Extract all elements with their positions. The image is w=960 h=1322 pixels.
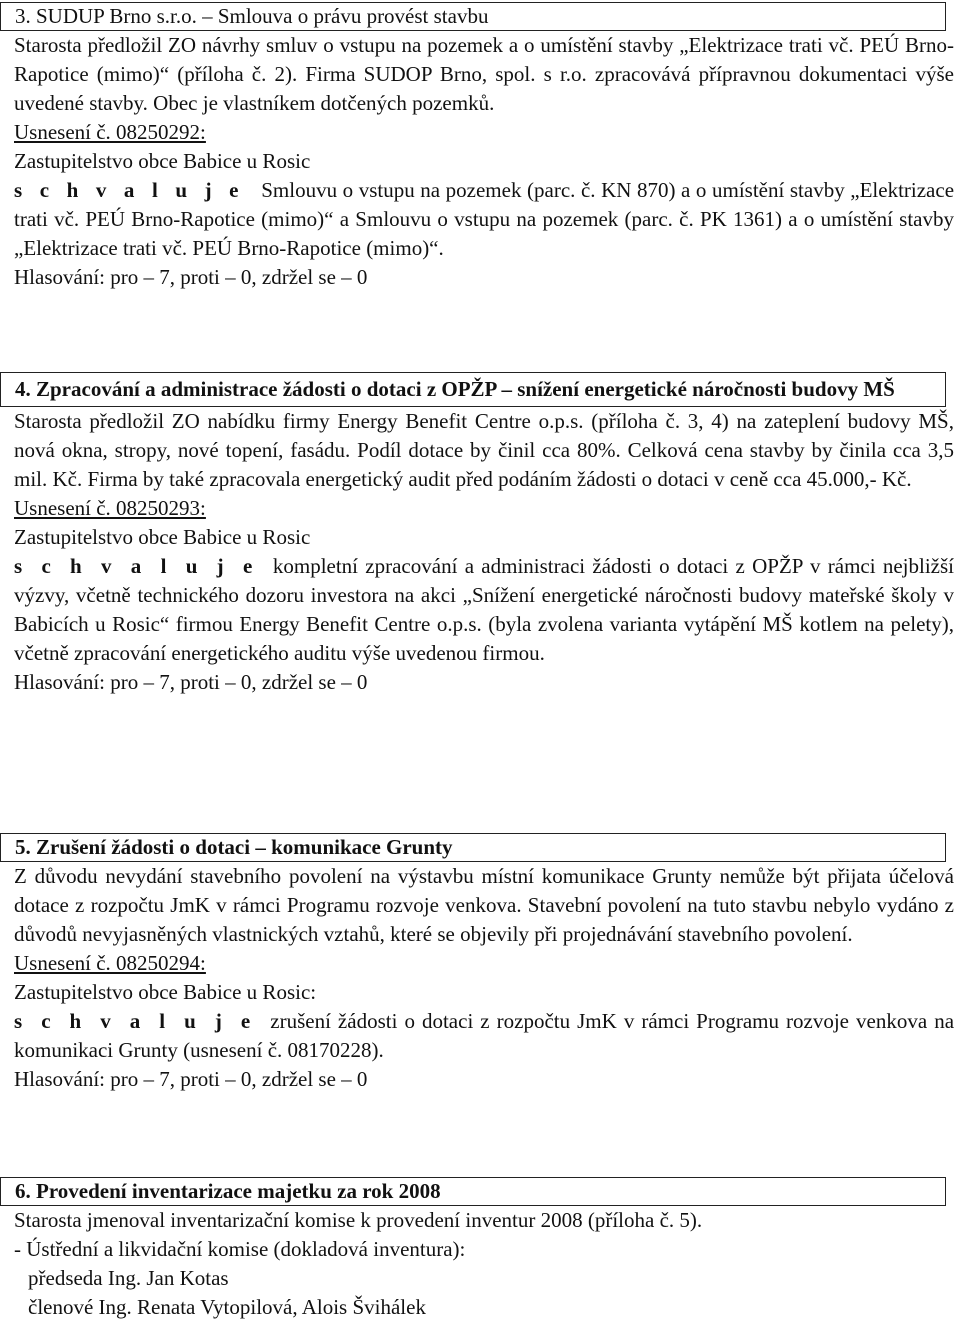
section-5-resolution: Usnesení č. 08250294: [14,951,206,975]
section-5 [14,833,954,1094]
section-3-intro: Starosta předložil ZO návrhy smluv o vstupu na pozemek a o umístění stavby „Elektrizace trati vč. PEÚ Brno-Rapotice (mimo)“ (příloha č. 2). Firma SUDOP Brno, spol. s r.o. zpracovává přípravnou dokumentaci výše uvedené stavby. Obec je vlastníkem dotčených pozemků. [14,33,954,115]
section-4-heading [0,372,946,407]
section-3-heading [0,2,946,31]
section-6-commission: - Ústřední a likvidační komise (dokladová inventura): [14,1237,466,1261]
section-6-chair: předseda Ing. Jan Kotas [28,1266,229,1290]
section-3-decision [14,176,954,263]
section-3-resolution: Usnesení č. 08250292: [14,120,206,144]
section-5-intro: Z důvodu nevydání stavebního povolení na výstavbu místní komunikace Grunty nemůže být přijata účelová dotace z rozpočtu JmK v rámci Programu rozvoje venkova. Stavební povolení na tuto stavbu nebylo vydáno z důvodů nevyjasněných vlastnických vztahů, které se objevily při projednávání stavebního povolení. [14,864,954,946]
section-5-council: Zastupitelstvo obce Babice u Rosic: [14,980,317,1004]
section-3-council: Zastupitelstvo obce Babice u Rosic [14,149,311,173]
section-4-council: Zastupitelstvo obce Babice u Rosic [14,525,311,549]
section-4-heading-text: 4. Zpracování a administrace žádosti o dotaci z OPŽP – snížení energetické náročnosti budovy MŠ [15,377,895,401]
section-4-resolution: Usnesení č. 08250293: [14,496,206,520]
section-5-heading-text: 5. Zrušení žádosti o dotaci – komunikace Grunty [15,835,453,859]
section-6-members: členové Ing. Renata Vytopilová, Alois Švihálek [28,1295,426,1319]
section-4-vote: Hlasování: pro – 7, proti – 0, zdržel se – 0 [14,670,368,694]
section-4-approves: s c h v a l u j e [14,554,259,578]
section-6-intro: Starosta jmenoval inventarizační komise k provedení inventur 2008 (příloha č. 5). [14,1208,703,1232]
section-5-heading [0,833,946,862]
section-3-vote: Hlasování: pro – 7, proti – 0, zdržel se – 0 [14,265,368,289]
section-5-approves: s c h v a l u j e [14,1009,257,1033]
section-6-heading-text: 6. Provedení inventarizace majetku za rok 2008 [15,1179,441,1203]
section-3-heading-text: 3. SUDUP Brno s.r.o. – Smlouva o právu provést stavbu [15,4,489,28]
section-6 [14,1177,954,1322]
section-5-vote: Hlasování: pro – 7, proti – 0, zdržel se – 0 [14,1067,368,1091]
section-6-heading [0,1177,946,1206]
section-3 [14,2,954,292]
section-5-decision-text: zrušení žádosti o dotaci z rozpočtu JmK v rámci Programu rozvoje venkova na komunikaci Grunty (usnesení č. 08170228). [14,1009,955,1062]
section-4 [14,372,954,697]
section-4-decision [14,552,954,668]
section-3-decision-text: Smlouvu o vstupu na pozemek (parc. č. KN 870) a o umístění stavby „Elektrizace trati vč. PEÚ Brno-Rapotice (mimo)“ a Smlouvu o vstupu na pozemek (parc. č. PK 1361) a o umístění stavby „Elektrizace trati vč. PEÚ Brno-Rapotice (mimo)“. [14,178,955,260]
section-5-decision [14,1007,954,1065]
section-3-approves: s c h v a l u j e [14,178,245,202]
section-4-decision-text: kompletní zpracování a administraci žádosti o dotaci z OPŽP v rámci nejbližší výzvy, včetně technického dozoru investora na akci „Snížení energetické náročnosti budovy mateřské školy v Babicích u Rosic“ firmou Energy Benefit Centre o.p.s. (byla zvolena varianta vytápění MŠ kotlem na pelety), včetně zpracování energetického auditu výše uvedenou firmou. [14,554,955,665]
section-4-intro: Starosta předložil ZO nabídku firmy Energy Benefit Centre o.p.s. (příloha č. 3, 4) na zateplení budovy MŠ, nová okna, stropy, nové topení, fasádu. Podíl dotace by činil cca 80%. Celková cena stavby by činila cca 3,5 mil. Kč. Firma by také zpracovala energetický audit před podáním žádosti o dotaci v ceně cca 45.000,- Kč. [14,409,954,491]
